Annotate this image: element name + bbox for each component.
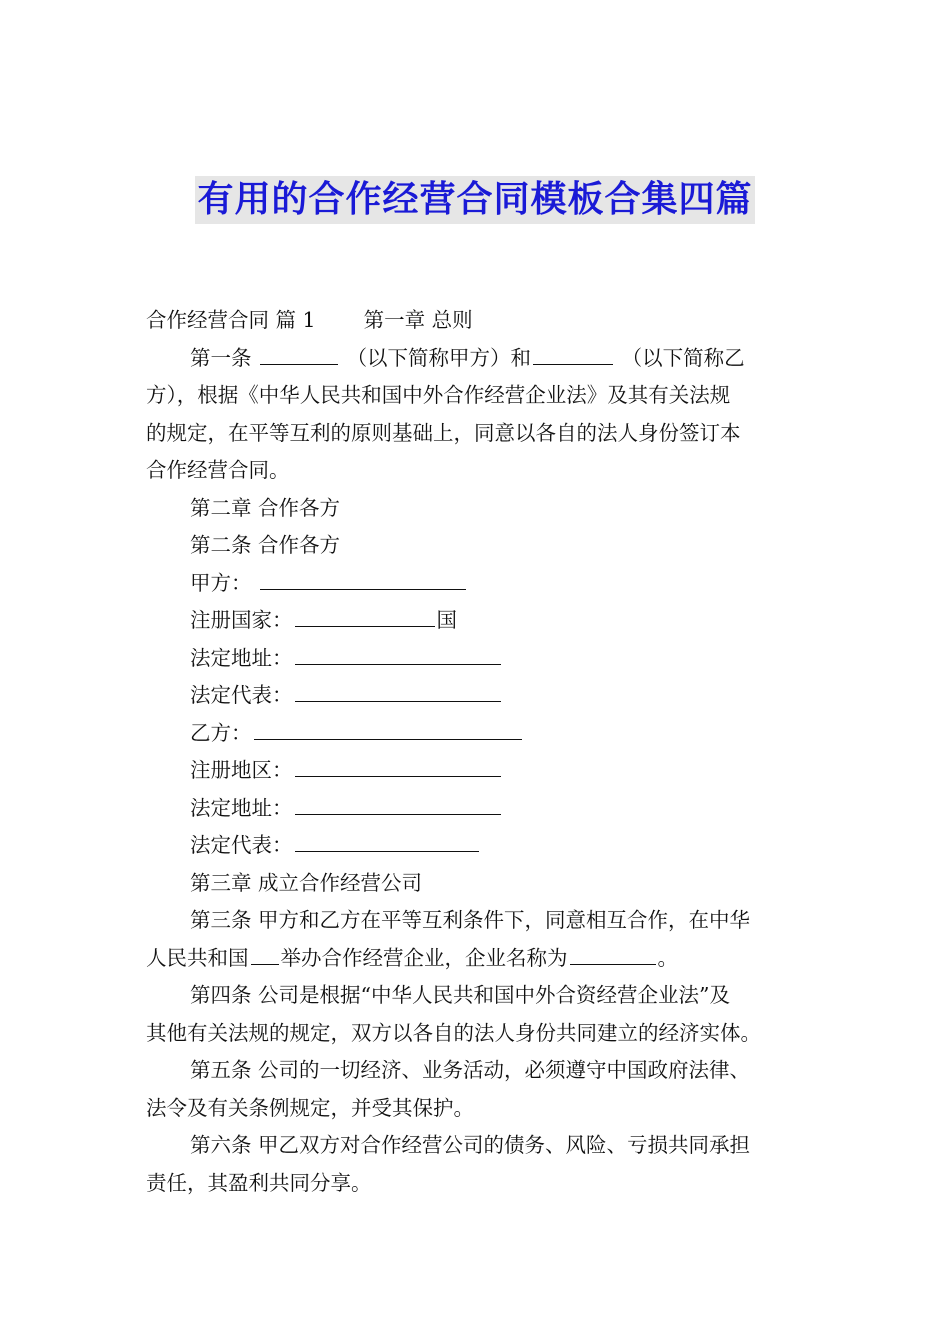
company-name-blank[interactable] (570, 940, 656, 965)
paragraph-text: 法令及有关条例规定，并受其保护。 (146, 1095, 474, 1120)
location-blank[interactable] (251, 940, 279, 965)
paragraph-text: 。 (657, 945, 678, 970)
paragraph-line (146, 1090, 810, 1128)
paragraph-text: 责任，其盈利共同分享。 (146, 1170, 372, 1195)
paragraph-text: 其他有关法规的规定，双方以各自的法人身份共同建立的经济实体。 (146, 1020, 761, 1045)
form-row-legal-address-a (146, 640, 810, 678)
party-b-name-field[interactable] (254, 715, 522, 740)
form-row-party-a (146, 565, 810, 603)
article-heading-text: 第二条 合作各方 (190, 533, 341, 557)
legal-address-a-field[interactable] (295, 640, 501, 665)
legal-rep-a-field[interactable] (295, 677, 501, 702)
field-label: 注册地区： (190, 758, 293, 782)
chapter-1-heading: 第一章 总则 (363, 308, 473, 332)
chapter-3-heading (146, 865, 810, 903)
article-1-text-b: （以下简称乙 (621, 345, 745, 370)
chapter-2-heading (146, 490, 810, 528)
form-row-legal-rep-b (146, 827, 810, 865)
chapter-heading-text: 第二章 合作各方 (190, 495, 341, 520)
form-row-legal-rep-a (146, 677, 810, 715)
paragraph-line (146, 1165, 810, 1203)
field-label: 法定地址： (190, 645, 293, 670)
paragraph-text: 人民共和国 (146, 945, 249, 970)
paragraph-line (146, 977, 810, 1015)
title-block (0, 176, 950, 224)
form-row-registered-region (146, 752, 810, 790)
document-title: 有用的合作经营合同模板合集四篇 (195, 176, 754, 224)
legal-address-b-field[interactable] (295, 790, 501, 815)
paragraph-text: 第四条 公司是根据“中华人民共和国中外合资经营企业法”及 (190, 983, 730, 1007)
party-a-name-field[interactable] (260, 565, 466, 590)
paragraph-line (146, 377, 810, 415)
registered-region-field[interactable] (295, 752, 501, 777)
field-label: 甲方： (190, 570, 252, 595)
line-contract-heading (146, 302, 810, 340)
field-label: 法定代表： (190, 683, 293, 707)
paragraph-line (146, 1052, 810, 1090)
party-a-blank[interactable] (260, 340, 338, 365)
line-article-1 (146, 340, 810, 378)
paragraph-line (146, 1015, 810, 1053)
form-row-legal-address-b (146, 790, 810, 828)
article-1-label: 第一条 (190, 345, 252, 370)
paragraph-text: 举办合作经营企业，企业名称为 (280, 945, 568, 970)
paragraph-line (146, 902, 810, 940)
form-row-registered-country (146, 602, 810, 640)
paragraph-text: 第三条 甲方和乙方在平等互利条件下，同意相互合作，在中华 (190, 908, 751, 932)
party-b-blank[interactable] (533, 340, 613, 365)
paragraph-line (146, 415, 810, 453)
field-label: 乙方： (190, 720, 252, 745)
field-label: 注册国家： (190, 608, 293, 632)
article-1-text-a: （以下简称甲方）和 (346, 345, 532, 370)
paragraph-line (146, 452, 810, 490)
paragraph-text: 第六条 甲乙双方对合作经营公司的债务、风险、亏损共同承担 (190, 1133, 751, 1157)
field-label: 法定地址： (190, 795, 293, 820)
paragraph-text: 合作经营合同。 (146, 458, 290, 482)
registered-country-field[interactable] (295, 602, 435, 627)
paragraph-line (146, 1127, 810, 1165)
field-label: 法定代表： (190, 833, 293, 857)
paragraph-line (146, 940, 810, 978)
article-2-heading (146, 527, 810, 565)
document-body (146, 302, 810, 1202)
chapter-heading-text: 第三章 成立合作经营公司 (190, 870, 423, 895)
field-suffix: 国 (436, 608, 457, 632)
paragraph-text: 第五条 公司的一切经济、业务活动，必须遵守中国政府法律、 (190, 1058, 751, 1082)
form-row-party-b (146, 715, 810, 753)
contract-part-label: 合作经营合同 篇 1 (146, 308, 316, 332)
paragraph-text: 方），根据《中华人民共和国中外合作经营企业法》及其有关法规 (146, 383, 731, 407)
legal-rep-b-field[interactable] (295, 827, 479, 852)
paragraph-text: 的规定，在平等互利的原则基础上，同意以各自的法人身份签订本 (146, 420, 741, 445)
